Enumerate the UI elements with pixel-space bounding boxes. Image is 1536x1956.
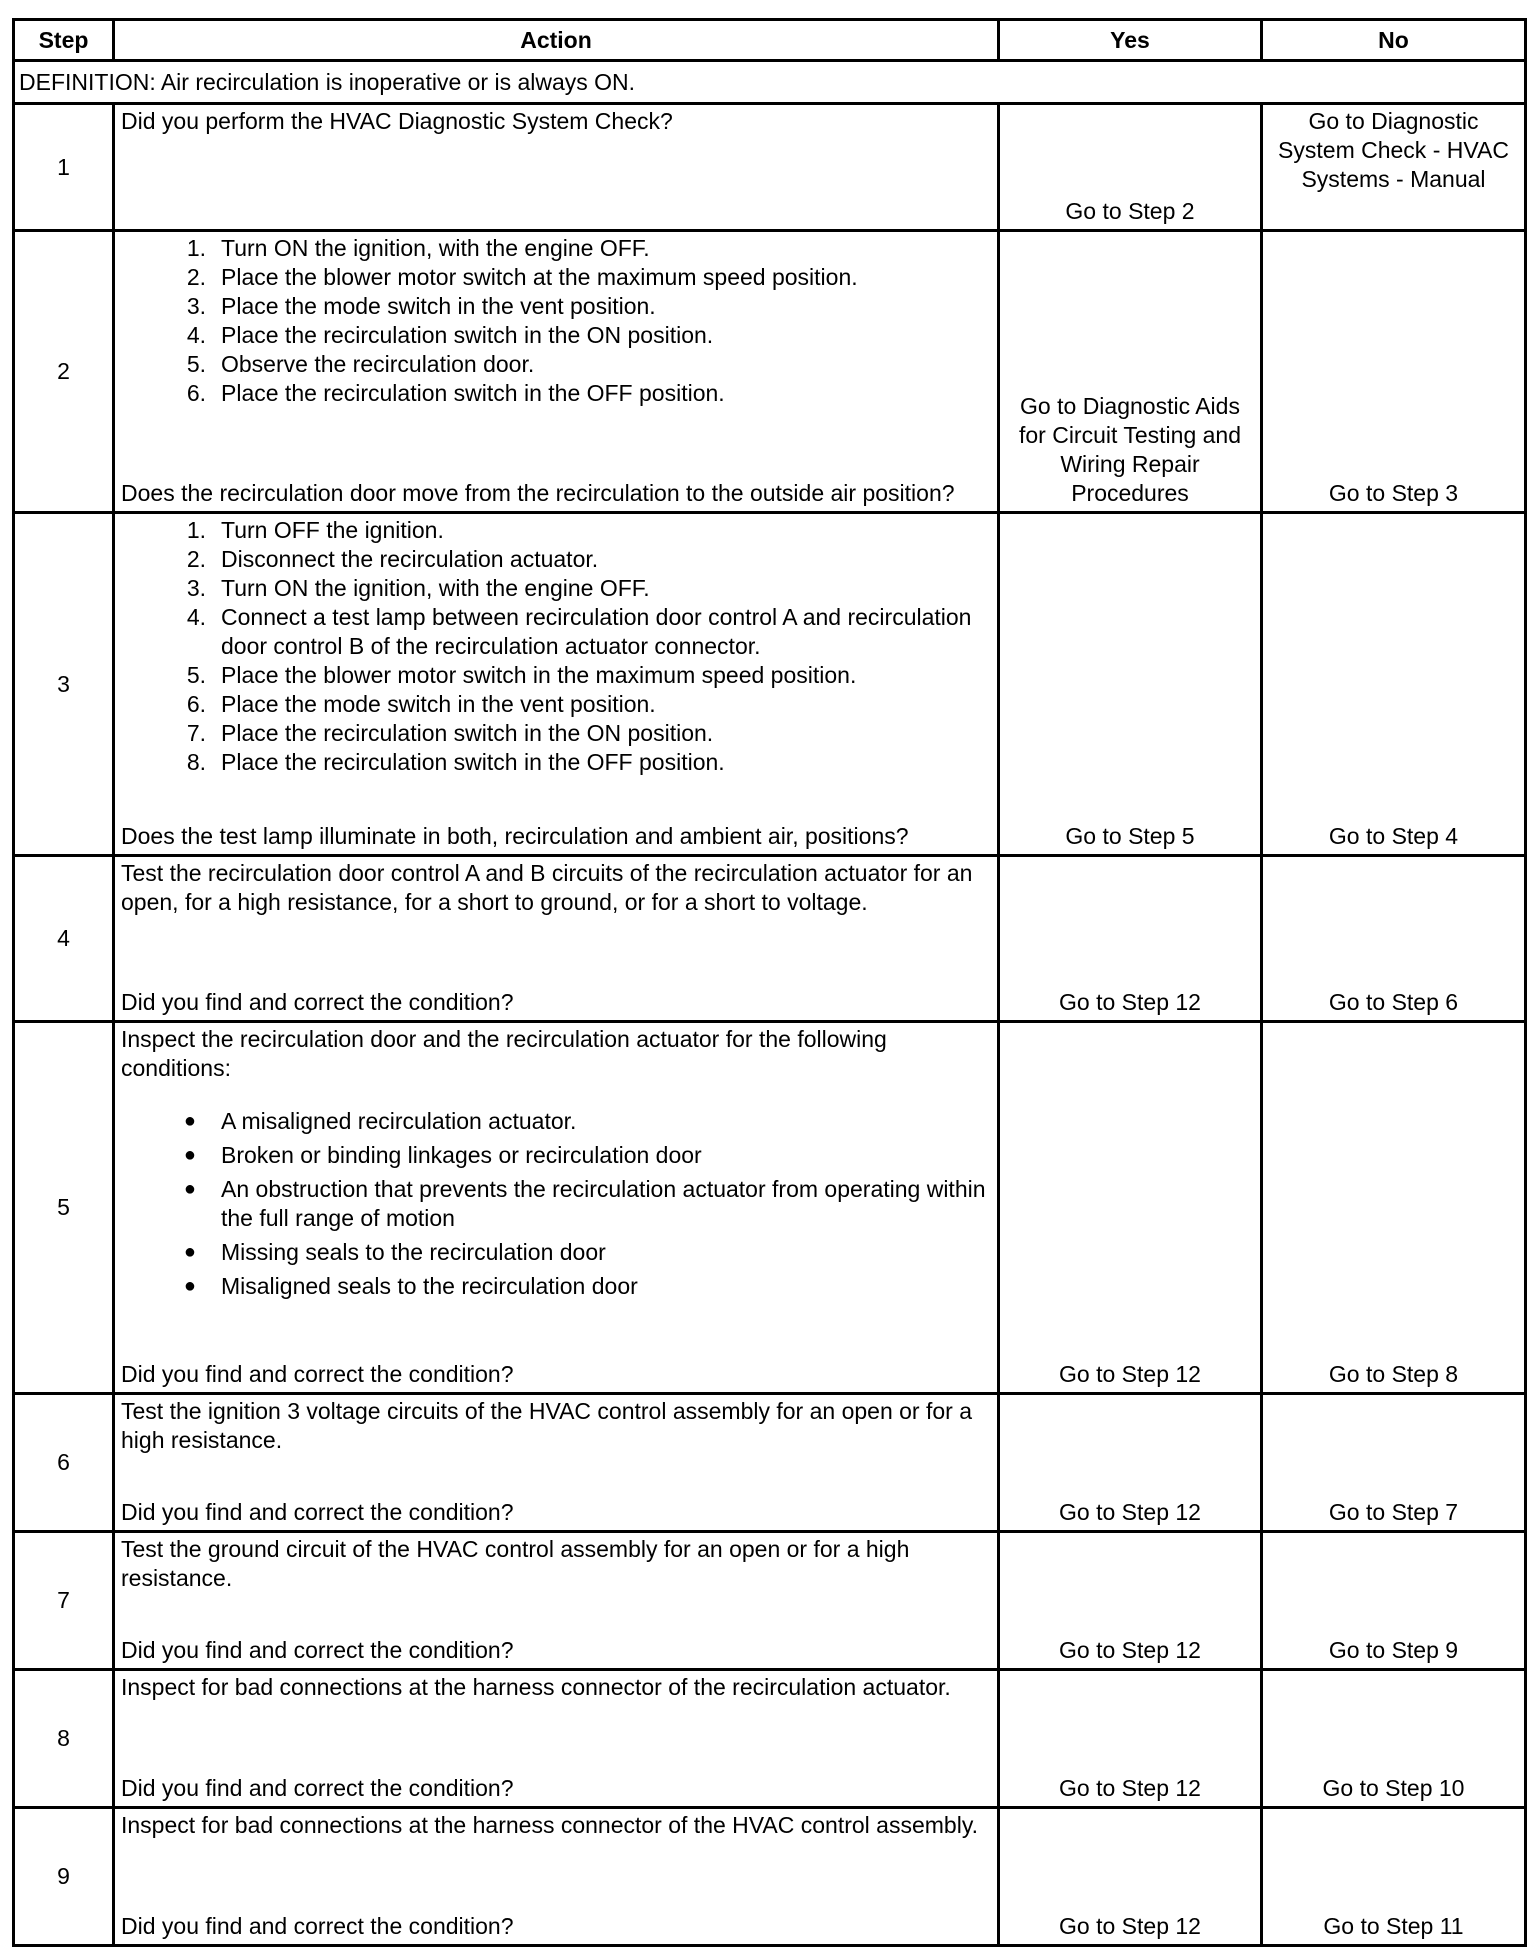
yes-result: Go to Step 2 bbox=[999, 104, 1262, 231]
action-instructions bbox=[121, 107, 991, 136]
bullet-icon: ● bbox=[183, 1241, 196, 1263]
action-intro: Inspect for bad connections at the harness connector of the HVAC control assembly. bbox=[121, 1812, 978, 1838]
yes-result: Go to Step 12 bbox=[999, 1532, 1262, 1670]
numbered-step bbox=[121, 379, 991, 408]
table-row bbox=[14, 1394, 1526, 1532]
numbered-steps bbox=[121, 234, 991, 408]
action-instructions bbox=[121, 1025, 991, 1306]
step-text: Place the recirculation switch in the OFF position. bbox=[221, 380, 725, 406]
action-cell bbox=[114, 231, 999, 513]
condition-item bbox=[121, 1107, 991, 1136]
yes-result: Go to Step 12 bbox=[999, 1808, 1262, 1946]
no-result: Go to Step 8 bbox=[1262, 1022, 1526, 1394]
step-index: 2. bbox=[186, 546, 206, 572]
header-action: Action bbox=[114, 20, 999, 61]
step-number: 4 bbox=[14, 856, 114, 1022]
header-yes: Yes bbox=[999, 20, 1262, 61]
action-content bbox=[121, 107, 991, 226]
header-step: Step bbox=[14, 20, 114, 61]
action-cell bbox=[114, 1670, 999, 1808]
step-number: 5 bbox=[14, 1022, 114, 1394]
condition-text: Missing seals to the recirculation door bbox=[221, 1239, 606, 1265]
action-intro: Test the ignition 3 voltage circuits of the HVAC control assembly for an open or for a high resistance. bbox=[121, 1398, 972, 1453]
action-question: Did you find and correct the condition? bbox=[121, 1637, 514, 1663]
step-index: 4. bbox=[186, 322, 206, 348]
step-text: Disconnect the recirculation actuator. bbox=[221, 546, 599, 572]
step-text: Place the recirculation switch in the ON position. bbox=[221, 720, 714, 746]
step-index: 6. bbox=[186, 691, 206, 717]
action-question: Did you find and correct the condition? bbox=[121, 1361, 514, 1387]
step-index: 8. bbox=[186, 749, 206, 775]
no-result: Go to Step 10 bbox=[1262, 1670, 1526, 1808]
no-result: Go to Step 7 bbox=[1262, 1394, 1526, 1532]
step-index: 4. bbox=[186, 604, 206, 630]
action-cell bbox=[114, 1532, 999, 1670]
table-row bbox=[14, 104, 1526, 231]
no-result: Go to Step 11 bbox=[1262, 1808, 1526, 1946]
action-content bbox=[121, 234, 991, 508]
yes-result: Go to Step 12 bbox=[999, 856, 1262, 1022]
action-instructions bbox=[121, 859, 991, 917]
action-intro: Did you perform the HVAC Diagnostic System Check? bbox=[121, 108, 673, 134]
action-question: Did you find and correct the condition? bbox=[121, 1775, 514, 1801]
action-cell bbox=[114, 1394, 999, 1532]
action-question: Did you find and correct the condition? bbox=[121, 989, 514, 1015]
step-text: Place the recirculation switch in the OFF position. bbox=[221, 749, 725, 775]
step-number: 2 bbox=[14, 231, 114, 513]
bullet-icon: ● bbox=[183, 1275, 196, 1297]
table-row bbox=[14, 1532, 1526, 1670]
numbered-step bbox=[121, 516, 991, 545]
step-index: 3. bbox=[186, 575, 206, 601]
bullet-icon: ● bbox=[183, 1110, 196, 1132]
step-index: 2. bbox=[186, 264, 206, 290]
yes-result: Go to Step 12 bbox=[999, 1394, 1262, 1532]
step-number: 8 bbox=[14, 1670, 114, 1808]
numbered-step bbox=[121, 263, 991, 292]
step-text: Turn ON the ignition, with the engine OFF. bbox=[221, 575, 650, 601]
action-content bbox=[121, 516, 991, 851]
step-number: 7 bbox=[14, 1532, 114, 1670]
condition-text: An obstruction that prevents the recirculation actuator from operating within the full range of motion bbox=[221, 1176, 986, 1231]
action-content bbox=[121, 1025, 991, 1389]
numbered-step bbox=[121, 690, 991, 719]
condition-text: Broken or binding linkages or recirculation door bbox=[221, 1142, 702, 1168]
action-instructions bbox=[121, 1397, 991, 1455]
action-content bbox=[121, 1535, 991, 1665]
action-cell bbox=[114, 513, 999, 856]
bullet-icon: ● bbox=[183, 1144, 196, 1166]
action-cell bbox=[114, 104, 999, 231]
action-instructions bbox=[121, 1535, 991, 1593]
condition-item bbox=[121, 1238, 991, 1267]
step-number: 1 bbox=[14, 104, 114, 231]
table-row bbox=[14, 231, 1526, 513]
table-row bbox=[14, 1670, 1526, 1808]
definition-row bbox=[14, 61, 1526, 104]
step-text: Place the mode switch in the vent position. bbox=[221, 691, 656, 717]
yes-result: Go to Step 12 bbox=[999, 1022, 1262, 1394]
action-instructions bbox=[121, 1673, 991, 1702]
table-row bbox=[14, 1022, 1526, 1394]
header-row bbox=[14, 20, 1526, 61]
header-no: No bbox=[1262, 20, 1526, 61]
action-content bbox=[121, 1673, 991, 1803]
condition-text: A misaligned recirculation actuator. bbox=[221, 1108, 577, 1134]
table-row bbox=[14, 856, 1526, 1022]
no-result: Go to Step 9 bbox=[1262, 1532, 1526, 1670]
yes-result: Go to Diagnostic Aids for Circuit Testing and Wiring Repair Procedures bbox=[999, 231, 1262, 513]
step-text: Place the recirculation switch in the ON position. bbox=[221, 322, 714, 348]
numbered-step bbox=[121, 545, 991, 574]
no-result: Go to Diagnostic System Check - HVAC Systems - Manual bbox=[1262, 104, 1526, 231]
action-content bbox=[121, 1811, 991, 1941]
table-row bbox=[14, 1808, 1526, 1946]
numbered-step bbox=[121, 719, 991, 748]
action-instructions bbox=[121, 1811, 991, 1840]
table-row bbox=[14, 513, 1526, 856]
action-intro: Inspect the recirculation door and the recirculation actuator for the following conditions: bbox=[121, 1026, 887, 1081]
condition-item bbox=[121, 1141, 991, 1170]
action-question: Does the test lamp illuminate in both, recirculation and ambient air, positions? bbox=[121, 823, 909, 849]
diagnostic-table bbox=[12, 18, 1527, 1947]
numbered-step bbox=[121, 292, 991, 321]
no-result: Go to Step 6 bbox=[1262, 856, 1526, 1022]
numbered-step bbox=[121, 350, 991, 379]
step-text: Place the blower motor switch in the maximum speed position. bbox=[221, 662, 857, 688]
condition-text: Misaligned seals to the recirculation door bbox=[221, 1273, 638, 1299]
definition-text: DEFINITION: Air recirculation is inoperative or is always ON. bbox=[14, 61, 1526, 104]
yes-result: Go to Step 5 bbox=[999, 513, 1262, 856]
step-text: Observe the recirculation door. bbox=[221, 351, 535, 377]
action-content bbox=[121, 1397, 991, 1527]
step-index: 1. bbox=[186, 235, 206, 261]
action-intro: Test the recirculation door control A and B circuits of the recirculation actuator for an open, for a high resistance, for a short to ground, or for a short to voltage. bbox=[121, 860, 973, 915]
condition-item bbox=[121, 1272, 991, 1301]
no-result: Go to Step 4 bbox=[1262, 513, 1526, 856]
step-number: 3 bbox=[14, 513, 114, 856]
action-intro: Test the ground circuit of the HVAC control assembly for an open or for a high resistance. bbox=[121, 1536, 910, 1591]
numbered-step bbox=[121, 748, 991, 777]
action-content bbox=[121, 859, 991, 1017]
numbered-step bbox=[121, 603, 991, 661]
numbered-step bbox=[121, 574, 991, 603]
step-index: 5. bbox=[186, 351, 206, 377]
action-instructions bbox=[121, 234, 991, 408]
numbered-steps bbox=[121, 516, 991, 777]
numbered-step bbox=[121, 234, 991, 263]
no-result: Go to Step 3 bbox=[1262, 231, 1526, 513]
step-index: 3. bbox=[186, 293, 206, 319]
step-text: Connect a test lamp between recirculation door control A and recirculation door control B of the recirculation actuator connector. bbox=[221, 604, 972, 659]
yes-result: Go to Step 12 bbox=[999, 1670, 1262, 1808]
condition-list bbox=[121, 1107, 991, 1301]
step-index: 1. bbox=[186, 517, 206, 543]
step-number: 6 bbox=[14, 1394, 114, 1532]
step-text: Place the blower motor switch at the maximum speed position. bbox=[221, 264, 858, 290]
step-index: 5. bbox=[186, 662, 206, 688]
numbered-step bbox=[121, 661, 991, 690]
action-cell bbox=[114, 1022, 999, 1394]
step-text: Place the mode switch in the vent position. bbox=[221, 293, 656, 319]
action-cell bbox=[114, 856, 999, 1022]
numbered-step bbox=[121, 321, 991, 350]
action-instructions bbox=[121, 516, 991, 777]
action-question: Does the recirculation door move from the recirculation to the outside air position? bbox=[121, 480, 955, 506]
bullet-icon: ● bbox=[183, 1178, 196, 1200]
action-cell bbox=[114, 1808, 999, 1946]
action-intro: Inspect for bad connections at the harness connector of the recirculation actuator. bbox=[121, 1674, 951, 1700]
action-question: Did you find and correct the condition? bbox=[121, 1913, 514, 1939]
step-index: 7. bbox=[186, 720, 206, 746]
step-text: Turn ON the ignition, with the engine OFF. bbox=[221, 235, 650, 261]
step-index: 6. bbox=[186, 380, 206, 406]
action-question: Did you find and correct the condition? bbox=[121, 1499, 514, 1525]
step-number: 9 bbox=[14, 1808, 114, 1946]
condition-item bbox=[121, 1175, 991, 1233]
step-text: Turn OFF the ignition. bbox=[221, 517, 444, 543]
